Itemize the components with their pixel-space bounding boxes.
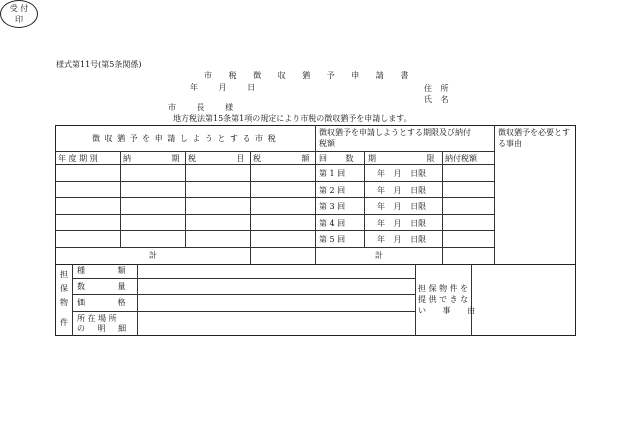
col-tax-item: 税 目 xyxy=(188,154,245,163)
collateral-location-2: の 明 細 xyxy=(77,324,127,333)
no-collateral-reason-1: 担 保 物 件 を xyxy=(418,284,469,293)
col-installment: 回 数 xyxy=(319,154,354,163)
no-collateral-reason-3: い 事 由 xyxy=(418,306,476,315)
intro-statement: 地方税法第15条第1項の規定により市税の徴収猶予を申請します。 xyxy=(173,114,412,123)
collateral-label-char: 担 xyxy=(60,270,68,279)
application-date: 年 月 日 xyxy=(190,83,256,92)
sec3-header-line1: 徴収猶予を必要とす xyxy=(498,128,570,137)
collateral-quantity: 数 量 xyxy=(77,282,126,291)
installment-deadline: 年 月 日限 xyxy=(377,169,427,178)
collateral-label-char: 保 xyxy=(60,284,68,293)
collateral-location-1: 所 在 場 所 xyxy=(77,314,117,323)
col-due: 納 期 xyxy=(123,154,180,163)
collateral-label-char: 物 xyxy=(60,298,68,307)
sec2-total-label: 計 xyxy=(375,251,383,260)
installment-no: 第 5 回 xyxy=(319,235,346,244)
col-pay-amount: 納付税額 xyxy=(445,154,477,163)
installment-deadline: 年 月 日限 xyxy=(377,202,427,211)
mayor-addressee: 市 長 様 xyxy=(168,103,234,112)
sec2-header-line2: 税額 xyxy=(319,139,335,148)
collateral-table xyxy=(55,264,576,336)
installment-deadline: 年 月 日限 xyxy=(377,186,427,195)
installment-no: 第 4 回 xyxy=(319,219,346,228)
col-deadline: 期 限 xyxy=(368,154,435,163)
form-number: 様式第11号(第5条関係) xyxy=(56,60,142,69)
col-year: 年 度 期 別 xyxy=(58,154,98,163)
reception-stamp: 受 付 印 xyxy=(0,0,38,28)
sec3-header-line2: る事由 xyxy=(498,139,522,148)
no-collateral-reason-2: 提 供 で き な xyxy=(418,295,469,304)
sec1-header: 徴 収 猶 予 を 申 請 し よ う と す る 市 税 xyxy=(92,134,277,143)
installment-deadline: 年 月 日限 xyxy=(377,235,427,244)
form-title: 市 税 徴 収 猶 予 申 請 書 xyxy=(204,71,416,80)
sec2-header-line1: 徴収猶予を申請しようとする期限及び納付 xyxy=(319,128,471,137)
installment-no: 第 1 回 xyxy=(319,169,346,178)
name-label: 氏 名 xyxy=(424,95,449,104)
installment-no: 第 2 回 xyxy=(319,186,346,195)
collateral-label-char: 件 xyxy=(60,318,68,327)
collateral-type: 種 類 xyxy=(77,266,126,275)
address-label: 住 所 xyxy=(424,84,449,93)
sec1-total-label: 計 xyxy=(149,251,157,260)
installment-deadline: 年 月 日限 xyxy=(377,219,427,228)
collateral-price: 価 格 xyxy=(77,298,126,307)
col-tax-amount: 税 額 xyxy=(253,154,310,163)
installment-no: 第 3 回 xyxy=(319,202,346,211)
